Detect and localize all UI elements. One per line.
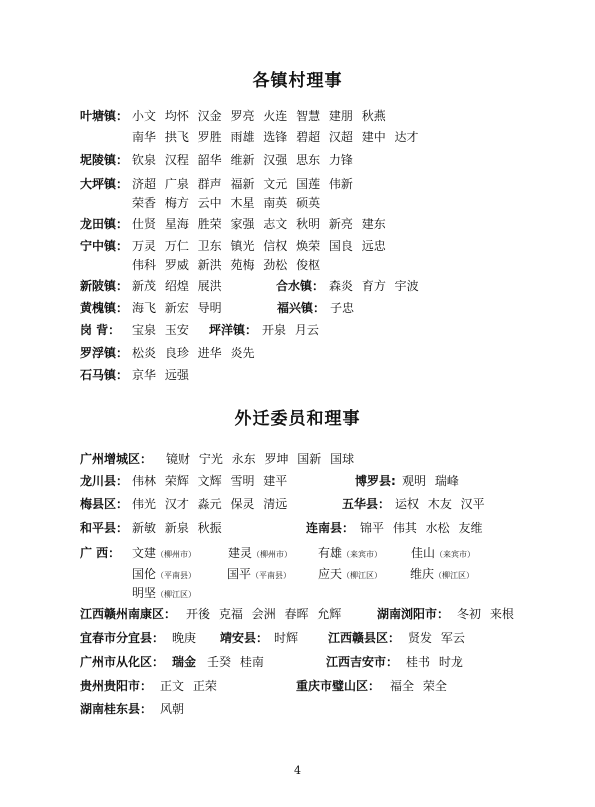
row-longchuan-boluo — [0, 471, 595, 491]
region-label: 和平县： — [80, 521, 129, 535]
town-label: 新陂镇： — [80, 279, 129, 293]
name-with-place: 佳山（来宾市） — [411, 546, 476, 560]
row-longtian — [0, 214, 595, 234]
names: 冬初 来根 — [457, 607, 514, 621]
row-guangxi-2 — [0, 564, 595, 584]
region-label: 江西赣县区： — [328, 631, 401, 645]
sub-region-label: 瑞金 — [172, 655, 197, 669]
town-label: 罗浮镇： — [80, 346, 129, 360]
row-guidong — [0, 699, 595, 719]
row-fenyi-jingan-ganxian — [0, 628, 595, 648]
names: 观明 瑞峰 — [402, 474, 459, 488]
row-guangxi-1 — [0, 543, 595, 563]
town-label: 坭陵镇： — [80, 153, 129, 167]
region-label: 湖南浏阳市： — [377, 607, 450, 621]
name-with-place: 国平（平南县） — [227, 567, 292, 581]
names: 开後 克福 会洲 春晖 允辉 — [186, 607, 342, 621]
names: 开泉 月云 — [262, 323, 319, 337]
page-number: 4 — [294, 764, 301, 777]
section-title-village-directors: 各镇村理事 — [252, 71, 343, 91]
names: 宝泉 玉安 — [132, 323, 189, 337]
row-niling — [0, 150, 595, 170]
town-label: 大坪镇： — [80, 177, 129, 191]
region-label: 连南县： — [306, 521, 355, 535]
row-shima — [0, 365, 595, 385]
name-with-place: 维庆（柳江区） — [410, 567, 475, 581]
town-label: 岗 背： — [80, 323, 121, 337]
region-label: 江西赣州南康区： — [80, 607, 177, 621]
row-daping-2 — [0, 193, 595, 213]
region-label: 重庆市璧山区： — [296, 679, 381, 693]
names: 松炎 良珍 进华 炎先 — [132, 346, 255, 360]
region-label: 广州增城区： — [80, 452, 153, 466]
region-label: 梅县区： — [80, 497, 129, 511]
row-gangbei-pingyang — [0, 320, 595, 340]
region-label: 湖南桂东县： — [80, 702, 153, 716]
names: 新茂 绍煌 展洪 — [132, 279, 222, 293]
row-xinling-heshui — [0, 276, 595, 296]
row-meixian-wuhua — [0, 494, 595, 514]
names: 风朝 — [160, 702, 185, 716]
town-label: 合水镇： — [276, 279, 325, 293]
row-luofu — [0, 343, 595, 363]
names: 壬癸 桂南 — [207, 655, 264, 669]
town-label: 石马镇： — [80, 368, 129, 382]
names: 运权 木友 汉平 — [395, 497, 485, 511]
row-zengcheng — [0, 449, 595, 469]
names: 福全 荣全 — [390, 679, 447, 693]
names: 贤发 军云 — [408, 631, 465, 645]
names: 伟光 汉才 淼元 保灵 清远 — [132, 497, 288, 511]
town-label: 叶塘镇： — [80, 109, 129, 123]
region-label: 靖安县： — [220, 631, 269, 645]
region-label: 江西吉安市： — [326, 655, 399, 669]
names: 济超 广泉 群声 福新 文元 国莲 伟新 — [132, 177, 353, 191]
names: 万灵 万仁 卫东 镇光 信权 焕荣 国良 远忠 — [132, 239, 386, 253]
region-label: 广州市从化区： — [80, 655, 165, 669]
row-nankang-liuyang — [0, 604, 595, 624]
names: 海飞 新宏 导明 — [132, 301, 222, 315]
names: 荣香 梅方 云中 木星 南英 硕英 — [132, 196, 321, 210]
names: 南华 拱飞 罗胜 雨雄 选锋 碧超 汉超 建中 达才 — [132, 130, 419, 144]
town-label: 坪洋镇： — [209, 323, 258, 337]
name-with-place: 应天（柳江区） — [318, 567, 383, 581]
town-label: 黄槐镇： — [80, 301, 129, 315]
row-ningzhong — [0, 236, 595, 256]
name-with-place: 文建（柳州市） — [132, 546, 197, 560]
names: 伟林 荣辉 文辉 雪明 建平 — [132, 474, 288, 488]
name-with-place: 国伦（平南县） — [132, 567, 197, 581]
town-label: 宁中镇： — [80, 239, 129, 253]
names: 森炎 育方 宇波 — [329, 279, 419, 293]
row-ningzhong-2 — [0, 255, 595, 275]
town-label: 福兴镇： — [277, 301, 326, 315]
names: 伟科 罗威 新洪 苑梅 劲松 俊枢 — [132, 258, 321, 272]
region-label: 龙川县： — [80, 474, 129, 488]
names: 仕贤 星海 胜荣 家强 志文 秋明 新亮 建东 — [132, 217, 386, 231]
names: 正文 正荣 — [160, 679, 217, 693]
names: 晚庚 — [172, 631, 197, 645]
section-title-relocated-members: 外迁委员和理事 — [234, 409, 361, 429]
row-daping — [0, 174, 595, 194]
row-yetang-2 — [0, 127, 595, 147]
region-label: 广 西： — [80, 546, 121, 560]
name-with-place: 有雄（来宾市） — [318, 546, 383, 560]
region-label: 五华县： — [342, 497, 391, 511]
row-huangxiang-fuxing — [0, 298, 595, 318]
row-guiyang-bishan — [0, 676, 595, 696]
names: 小文 均怀 汉金 罗亮 火连 智慧 建朋 秋燕 — [132, 109, 386, 123]
region-label: 博罗县: — [355, 474, 396, 488]
row-guangxi-3 — [0, 583, 595, 603]
names: 钦泉 汉程 韶华 维新 汉强 思东 力锋 — [132, 153, 353, 167]
town-label: 龙田镇： — [80, 217, 129, 231]
name-with-place: 建灵（柳州市） — [228, 546, 293, 560]
name-with-place: 明坚（柳江区） — [132, 586, 197, 600]
names: 桂书 时龙 — [406, 655, 463, 669]
row-yetang — [0, 106, 595, 126]
region-label: 贵州贵阳市： — [80, 679, 153, 693]
names: 时辉 — [274, 631, 299, 645]
names: 锦平 伟其 水松 友维 — [360, 521, 483, 535]
row-conghua-jian — [0, 652, 595, 672]
names: 新敏 新泉 秋振 — [132, 521, 222, 535]
region-label: 宜春市分宜县： — [80, 631, 165, 645]
names: 子忠 — [330, 301, 355, 315]
row-heping-liannan — [0, 518, 595, 538]
names: 京华 远强 — [132, 368, 189, 382]
names: 镜财 宁光 永东 罗坤 国新 国球 — [166, 452, 355, 466]
